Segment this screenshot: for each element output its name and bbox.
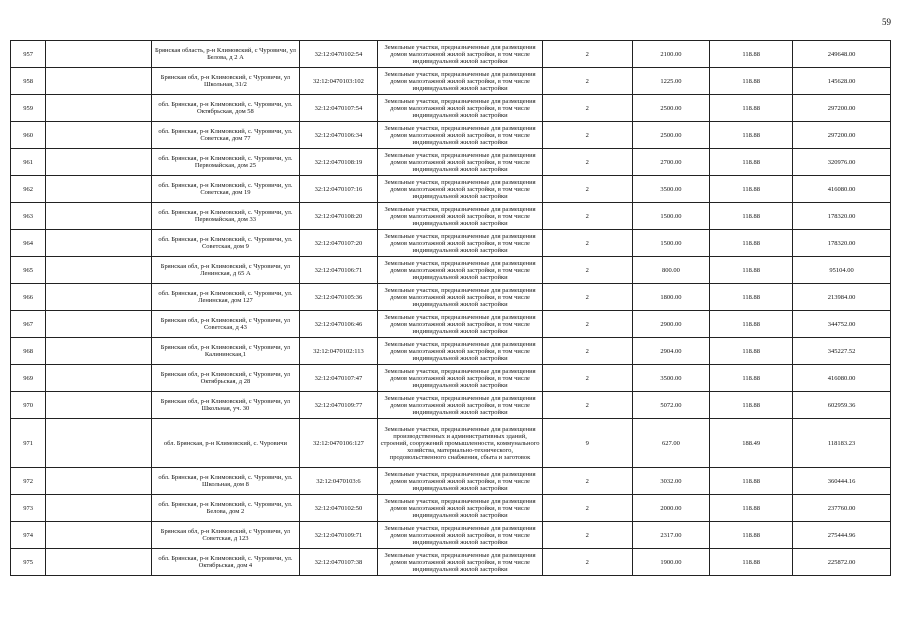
empty-cell bbox=[46, 176, 152, 203]
empty-cell bbox=[46, 203, 152, 230]
specific-value-cell: 118.88 bbox=[710, 338, 793, 365]
area-cell: 2904.00 bbox=[632, 338, 710, 365]
row-number-cell: 972 bbox=[11, 468, 46, 495]
table-row bbox=[11, 365, 891, 392]
area-cell: 1500.00 bbox=[632, 230, 710, 257]
table-row bbox=[11, 149, 891, 176]
area-cell: 3032.00 bbox=[632, 468, 710, 495]
land-use-cell: Земельные участки, предназначенные для размещения домов малоэтажной жилой застройки, в том числе индивидуальной жилой застройки bbox=[378, 122, 542, 149]
specific-value-cell: 118.88 bbox=[710, 203, 793, 230]
cadastral-number-cell: 32:12:0470102:50 bbox=[299, 495, 378, 522]
empty-cell bbox=[46, 230, 152, 257]
empty-cell bbox=[46, 41, 152, 68]
cadastral-number-cell: 32:12:0470109:71 bbox=[299, 522, 378, 549]
address-cell: Брянская обл, р-н Климовский, с Чуровичи, ул Советская, д 43 bbox=[152, 311, 299, 338]
address-cell: Брянская область, р-н Климовский, с Чуровичи, ул Белова, д 2 А bbox=[152, 41, 299, 68]
cadastral-value-cell: 178320.00 bbox=[793, 230, 891, 257]
cadastral-number-cell: 32:12:0470106:127 bbox=[299, 419, 378, 468]
cadastral-value-cell: 225872.00 bbox=[793, 549, 891, 576]
specific-value-cell: 118.88 bbox=[710, 68, 793, 95]
cadastral-value-cell: 345227.52 bbox=[793, 338, 891, 365]
cadastral-number-cell: 32:12:0470108:19 bbox=[299, 149, 378, 176]
empty-cell bbox=[46, 257, 152, 284]
empty-cell bbox=[46, 311, 152, 338]
specific-value-cell: 188.49 bbox=[710, 419, 793, 468]
address-cell: обл. Брянская, р-н Климовский, с. Чуровичи, ул. Октябрьская, дом 4 bbox=[152, 549, 299, 576]
row-number-cell: 964 bbox=[11, 230, 46, 257]
cadastral-value-cell: 297200.00 bbox=[793, 122, 891, 149]
group-cell: 2 bbox=[542, 149, 632, 176]
land-use-cell: Земельные участки, предназначенные для размещения домов малоэтажной жилой застройки, в том числе индивидуальной жилой застройки bbox=[378, 230, 542, 257]
area-cell: 800.00 bbox=[632, 257, 710, 284]
address-cell: обл. Брянская, р-н Климовский, с. Чуровичи, ул. Школьная, дом 8 bbox=[152, 468, 299, 495]
land-use-cell: Земельные участки, предназначенные для размещения производственных и административных зданий, строений, сооружений промышленности, коммунального хозяйства, материально-технического, продовольственного снабжения, сбыта и заготовок bbox=[378, 419, 542, 468]
address-cell: обл. Брянская, р-н Климовский, с. Чуровичи, ул. Первомайская, дом 25 bbox=[152, 149, 299, 176]
specific-value-cell: 118.88 bbox=[710, 392, 793, 419]
specific-value-cell: 118.88 bbox=[710, 495, 793, 522]
land-use-cell: Земельные участки, предназначенные для размещения домов малоэтажной жилой застройки, в том числе индивидуальной жилой застройки bbox=[378, 495, 542, 522]
cadastral-value-cell: 297200.00 bbox=[793, 95, 891, 122]
row-number-cell: 965 bbox=[11, 257, 46, 284]
row-number-cell: 960 bbox=[11, 122, 46, 149]
land-use-cell: Земельные участки, предназначенные для размещения домов малоэтажной жилой застройки, в том числе индивидуальной жилой застройки bbox=[378, 392, 542, 419]
area-cell: 1900.00 bbox=[632, 549, 710, 576]
cadastral-number-cell: 32:12:0470103:102 bbox=[299, 68, 378, 95]
group-cell: 2 bbox=[542, 284, 632, 311]
cadastral-number-cell: 32:12:0470109:77 bbox=[299, 392, 378, 419]
area-cell: 627.00 bbox=[632, 419, 710, 468]
cadastral-number-cell: 32:12:0470105:36 bbox=[299, 284, 378, 311]
table-row bbox=[11, 311, 891, 338]
cadastral-number-cell: 32:12:0470107:20 bbox=[299, 230, 378, 257]
cadastral-value-cell: 237760.00 bbox=[793, 495, 891, 522]
row-number-cell: 957 bbox=[11, 41, 46, 68]
row-number-cell: 963 bbox=[11, 203, 46, 230]
area-cell: 2317.00 bbox=[632, 522, 710, 549]
land-use-cell: Земельные участки, предназначенные для размещения домов малоэтажной жилой застройки, в том числе индивидуальной жилой застройки bbox=[378, 176, 542, 203]
address-cell: Брянская обл, р-н Климовский, с Чуровичи, ул Школьная, 31/2 bbox=[152, 68, 299, 95]
specific-value-cell: 118.88 bbox=[710, 176, 793, 203]
table-row bbox=[11, 392, 891, 419]
land-use-cell: Земельные участки, предназначенные для размещения домов малоэтажной жилой застройки, в том числе индивидуальной жилой застройки bbox=[378, 149, 542, 176]
table-row bbox=[11, 284, 891, 311]
cadastral-number-cell: 32:12:0470106:71 bbox=[299, 257, 378, 284]
cadastral-number-cell: 32:12:0470102:54 bbox=[299, 41, 378, 68]
empty-cell bbox=[46, 68, 152, 95]
cadastral-number-cell: 32:12:0470107:16 bbox=[299, 176, 378, 203]
empty-cell bbox=[46, 365, 152, 392]
cadastral-number-cell: 32:12:0470106:34 bbox=[299, 122, 378, 149]
group-cell: 2 bbox=[542, 203, 632, 230]
land-use-cell: Земельные участки, предназначенные для размещения домов малоэтажной жилой застройки, в том числе индивидуальной жилой застройки bbox=[378, 203, 542, 230]
empty-cell bbox=[46, 419, 152, 468]
area-cell: 1225.00 bbox=[632, 68, 710, 95]
group-cell: 2 bbox=[542, 338, 632, 365]
land-use-cell: Земельные участки, предназначенные для размещения домов малоэтажной жилой застройки, в том числе индивидуальной жилой застройки bbox=[378, 257, 542, 284]
row-number-cell: 962 bbox=[11, 176, 46, 203]
specific-value-cell: 118.88 bbox=[710, 122, 793, 149]
address-cell: обл. Брянская, р-н Климовский, с. Чуровичи, ул. Первомайская, дом 33 bbox=[152, 203, 299, 230]
table-row bbox=[11, 176, 891, 203]
area-cell: 2700.00 bbox=[632, 149, 710, 176]
cadastral-value-cell: 213984.00 bbox=[793, 284, 891, 311]
empty-cell bbox=[46, 149, 152, 176]
cadastral-number-cell: 32:12:0470103:6 bbox=[299, 468, 378, 495]
area-cell: 2500.00 bbox=[632, 95, 710, 122]
row-number-cell: 966 bbox=[11, 284, 46, 311]
empty-cell bbox=[46, 338, 152, 365]
land-use-cell: Земельные участки, предназначенные для размещения домов малоэтажной жилой застройки, в том числе индивидуальной жилой застройки bbox=[378, 284, 542, 311]
group-cell: 2 bbox=[542, 176, 632, 203]
empty-cell bbox=[46, 392, 152, 419]
specific-value-cell: 118.88 bbox=[710, 257, 793, 284]
row-number-cell: 967 bbox=[11, 311, 46, 338]
specific-value-cell: 118.88 bbox=[710, 284, 793, 311]
row-number-cell: 971 bbox=[11, 419, 46, 468]
group-cell: 2 bbox=[542, 230, 632, 257]
cadastral-value-cell: 95104.00 bbox=[793, 257, 891, 284]
empty-cell bbox=[46, 122, 152, 149]
group-cell: 2 bbox=[542, 257, 632, 284]
group-cell: 2 bbox=[542, 95, 632, 122]
empty-cell bbox=[46, 284, 152, 311]
cadastral-value-cell: 602959.36 bbox=[793, 392, 891, 419]
area-cell: 1800.00 bbox=[632, 284, 710, 311]
page-number: 59 bbox=[882, 17, 891, 27]
table-row bbox=[11, 419, 891, 468]
cadastral-value-cell: 344752.00 bbox=[793, 311, 891, 338]
cadastral-value-cell: 145628.00 bbox=[793, 68, 891, 95]
row-number-cell: 970 bbox=[11, 392, 46, 419]
table-row bbox=[11, 549, 891, 576]
empty-cell bbox=[46, 95, 152, 122]
specific-value-cell: 118.88 bbox=[710, 230, 793, 257]
address-cell: Брянская обл, р-н Климовский, с Чуровичи, ул Ленинская, д 65 А bbox=[152, 257, 299, 284]
address-cell: обл. Брянская, р-н Климовский, с. Чуровичи, ул. Советская, дом 19 bbox=[152, 176, 299, 203]
table-body bbox=[11, 41, 891, 576]
cadastral-number-cell: 32:12:0470107:38 bbox=[299, 549, 378, 576]
row-number-cell: 974 bbox=[11, 522, 46, 549]
row-number-cell: 959 bbox=[11, 95, 46, 122]
cadastral-value-cell: 275444.96 bbox=[793, 522, 891, 549]
cadastral-value-cell: 416080.00 bbox=[793, 176, 891, 203]
land-use-cell: Земельные участки, предназначенные для размещения домов малоэтажной жилой застройки, в том числе индивидуальной жилой застройки bbox=[378, 549, 542, 576]
area-cell: 3500.00 bbox=[632, 365, 710, 392]
row-number-cell: 969 bbox=[11, 365, 46, 392]
address-cell: Брянская обл, р-н Климовский, с Чуровичи, ул Калининская,1 bbox=[152, 338, 299, 365]
group-cell: 9 bbox=[542, 419, 632, 468]
table-row bbox=[11, 230, 891, 257]
cadastral-value-cell: 320976.00 bbox=[793, 149, 891, 176]
table-row bbox=[11, 203, 891, 230]
specific-value-cell: 118.88 bbox=[710, 149, 793, 176]
address-cell: обл. Брянская, р-н Климовский, с. Чуровичи, ул. Советская, дом 9 bbox=[152, 230, 299, 257]
specific-value-cell: 118.88 bbox=[710, 311, 793, 338]
row-number-cell: 961 bbox=[11, 149, 46, 176]
area-cell: 1500.00 bbox=[632, 203, 710, 230]
specific-value-cell: 118.88 bbox=[710, 95, 793, 122]
area-cell: 2100.00 bbox=[632, 41, 710, 68]
empty-cell bbox=[46, 495, 152, 522]
area-cell: 2000.00 bbox=[632, 495, 710, 522]
cadastral-number-cell: 32:12:0470108:20 bbox=[299, 203, 378, 230]
area-cell: 3500.00 bbox=[632, 176, 710, 203]
cadastral-value-cell: 416080.00 bbox=[793, 365, 891, 392]
row-number-cell: 973 bbox=[11, 495, 46, 522]
cadastral-number-cell: 32:12:0470107:47 bbox=[299, 365, 378, 392]
address-cell: Брянская обл, р-н Климовский, с Чуровичи, ул Школьная, уч. 30 bbox=[152, 392, 299, 419]
row-number-cell: 968 bbox=[11, 338, 46, 365]
specific-value-cell: 118.88 bbox=[710, 468, 793, 495]
cadastral-value-cell: 249648.00 bbox=[793, 41, 891, 68]
address-cell: обл. Брянская, р-н Климовский, с. Чуровичи, ул. Белова, дом 2 bbox=[152, 495, 299, 522]
land-use-cell: Земельные участки, предназначенные для размещения домов малоэтажной жилой застройки, в том числе индивидуальной жилой застройки bbox=[378, 68, 542, 95]
cadastral-number-cell: 32:12:0470107:54 bbox=[299, 95, 378, 122]
area-cell: 2500.00 bbox=[632, 122, 710, 149]
table-row bbox=[11, 522, 891, 549]
table-row bbox=[11, 41, 891, 68]
area-cell: 2900.00 bbox=[632, 311, 710, 338]
cadastral-value-cell: 118183.23 bbox=[793, 419, 891, 468]
land-use-cell: Земельные участки, предназначенные для размещения домов малоэтажной жилой застройки, в том числе индивидуальной жилой застройки bbox=[378, 95, 542, 122]
group-cell: 2 bbox=[542, 522, 632, 549]
specific-value-cell: 118.88 bbox=[710, 522, 793, 549]
land-use-cell: Земельные участки, предназначенные для размещения домов малоэтажной жилой застройки, в том числе индивидуальной жилой застройки bbox=[378, 338, 542, 365]
table-row bbox=[11, 95, 891, 122]
empty-cell bbox=[46, 468, 152, 495]
land-use-cell: Земельные участки, предназначенные для размещения домов малоэтажной жилой застройки, в том числе индивидуальной жилой застройки bbox=[378, 468, 542, 495]
group-cell: 2 bbox=[542, 41, 632, 68]
group-cell: 2 bbox=[542, 468, 632, 495]
empty-cell bbox=[46, 549, 152, 576]
row-number-cell: 958 bbox=[11, 68, 46, 95]
specific-value-cell: 118.88 bbox=[710, 365, 793, 392]
table-row bbox=[11, 68, 891, 95]
specific-value-cell: 118.88 bbox=[710, 549, 793, 576]
cadastral-value-cell: 178320.00 bbox=[793, 203, 891, 230]
land-use-cell: Земельные участки, предназначенные для размещения домов малоэтажной жилой застройки, в том числе индивидуальной жилой застройки bbox=[378, 365, 542, 392]
group-cell: 2 bbox=[542, 495, 632, 522]
address-cell: обл. Брянская, р-н Климовский, с. Чуровичи, ул. Ленинская, дом 127 bbox=[152, 284, 299, 311]
area-cell: 5072.00 bbox=[632, 392, 710, 419]
table-row bbox=[11, 122, 891, 149]
group-cell: 2 bbox=[542, 365, 632, 392]
group-cell: 2 bbox=[542, 392, 632, 419]
group-cell: 2 bbox=[542, 68, 632, 95]
cadastral-value-cell: 360444.16 bbox=[793, 468, 891, 495]
address-cell: обл. Брянская, р-н Климовский, с. Чуровичи, ул. Октябрьская, дом 58 bbox=[152, 95, 299, 122]
group-cell: 2 bbox=[542, 549, 632, 576]
land-plot-table bbox=[10, 40, 891, 576]
table-row bbox=[11, 495, 891, 522]
group-cell: 2 bbox=[542, 311, 632, 338]
address-cell: Брянская обл, р-н Климовский, с Чуровичи, ул Советская, д 123 bbox=[152, 522, 299, 549]
land-use-cell: Земельные участки, предназначенные для размещения домов малоэтажной жилой застройки, в том числе индивидуальной жилой застройки bbox=[378, 41, 542, 68]
table-row bbox=[11, 338, 891, 365]
empty-cell bbox=[46, 522, 152, 549]
cadastral-number-cell: 32:12:0470102:113 bbox=[299, 338, 378, 365]
table-row bbox=[11, 257, 891, 284]
land-use-cell: Земельные участки, предназначенные для размещения домов малоэтажной жилой застройки, в том числе индивидуальной жилой застройки bbox=[378, 311, 542, 338]
address-cell: Брянская обл, р-н Климовский, с Чуровичи, ул Октябрьская, д 28 bbox=[152, 365, 299, 392]
group-cell: 2 bbox=[542, 122, 632, 149]
cadastral-number-cell: 32:12:0470106:46 bbox=[299, 311, 378, 338]
table-row bbox=[11, 468, 891, 495]
land-use-cell: Земельные участки, предназначенные для размещения домов малоэтажной жилой застройки, в том числе индивидуальной жилой застройки bbox=[378, 522, 542, 549]
specific-value-cell: 118.88 bbox=[710, 41, 793, 68]
address-cell: обл. Брянская, р-н Климовский, с. Чуровичи bbox=[152, 419, 299, 468]
row-number-cell: 975 bbox=[11, 549, 46, 576]
address-cell: обл. Брянская, р-н Климовский, с. Чуровичи, ул. Советская, дом 77 bbox=[152, 122, 299, 149]
